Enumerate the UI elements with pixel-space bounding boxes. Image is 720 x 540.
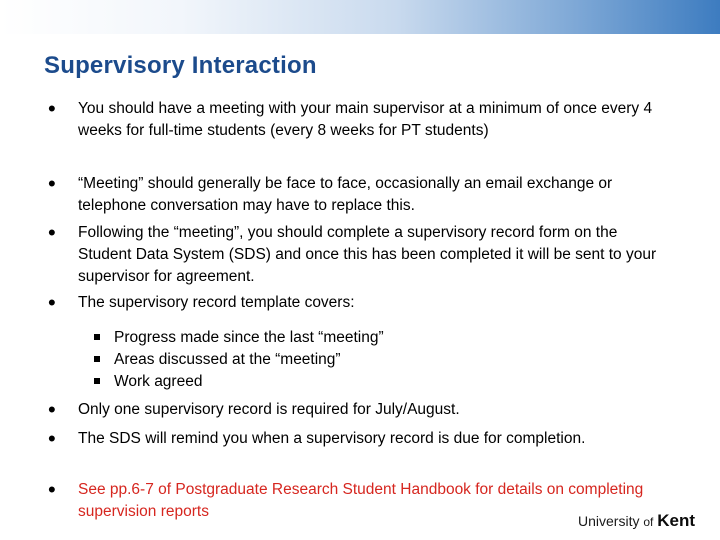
bullet-dot-icon: • xyxy=(48,96,56,121)
bullet-dot-icon: • xyxy=(48,171,56,196)
university-logo xyxy=(578,511,695,531)
square-bullet-icon xyxy=(94,378,100,384)
sub-bullet-text: Work agreed xyxy=(114,373,203,390)
bullet-text: You should have a meeting with your main supervisor at a minimum of once every 4 weeks for full-time students (every 8 weeks for PT students) xyxy=(78,100,653,139)
sub-bullet-text: Progress made since the last “meeting” xyxy=(114,329,384,346)
bullet-text: Only one supervisory record is required for July/August. xyxy=(78,401,460,418)
header-gradient-band xyxy=(0,0,720,34)
bullet-dot-icon: • xyxy=(48,290,56,315)
logo-of-text: of xyxy=(643,515,654,529)
bullet-dot-icon: • xyxy=(48,426,56,451)
bullet-text: The supervisory record template covers: xyxy=(78,294,355,311)
bullet-text: Following the “meeting”, you should complete a supervisory record form on the Student Data System (SDS) and once this has been completed it will be sent to your supervisor for agreement. xyxy=(78,224,657,285)
square-bullet-icon xyxy=(94,356,100,362)
logo-kent-text: Kent xyxy=(657,511,696,530)
handbook-link-text[interactable]: See pp.6-7 of Postgraduate Research Student Handbook for details on completing supervision reports xyxy=(78,481,644,520)
bullet-text: “Meeting” should generally be face to face, occasionally an email exchange or telephone conversation may have to replace this. xyxy=(78,175,613,214)
bullet-dot-icon: • xyxy=(48,477,56,502)
bullet-text: The SDS will remind you when a supervisory record is due for completion. xyxy=(78,430,586,447)
square-bullet-icon xyxy=(94,334,100,340)
slide-title: Supervisory Interaction xyxy=(44,52,317,79)
logo-university-text: University xyxy=(578,513,640,529)
sub-bullet-text: Areas discussed at the “meeting” xyxy=(114,351,341,368)
bullet-dot-icon: • xyxy=(48,220,56,245)
bullet-dot-icon: • xyxy=(48,397,56,422)
